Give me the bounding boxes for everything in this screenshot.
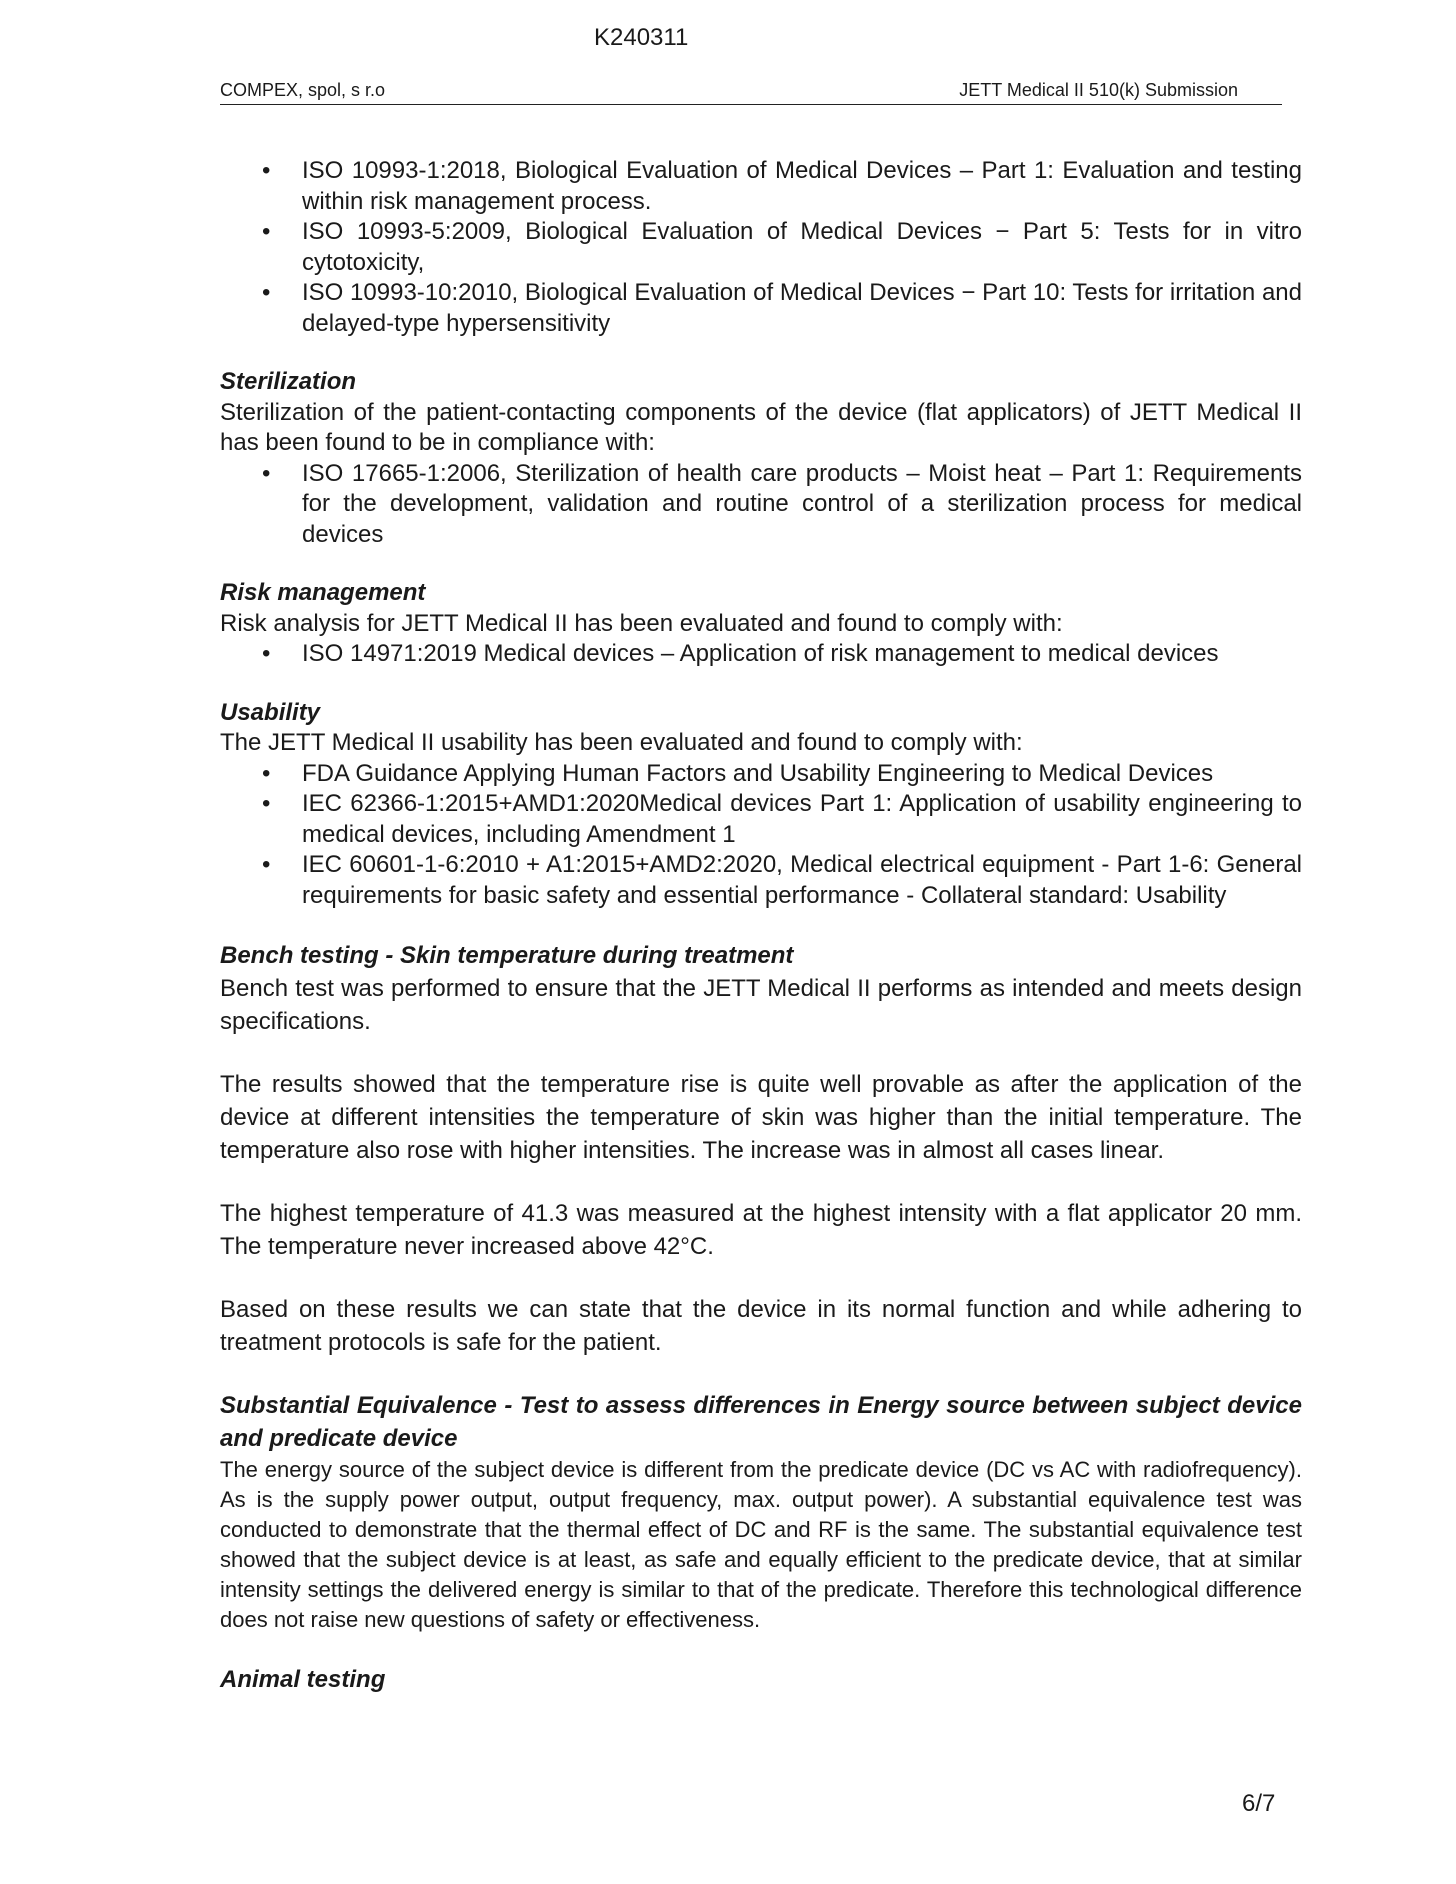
list-item: • IEC 62366-1:2015+AMD1:2020Medical devices Part 1: Application of usability engineering to medical devices, including Amendment 1 [220,789,1302,850]
biocompatibility-standards-list [220,156,1302,339]
list-item: • ISO 17665-1:2006, Sterilization of health care products – Moist heat – Part 1: Requirements for the development, validation and routine control of a sterilization process for medical devices [220,459,1302,551]
header-title: JETT Medical II 510(k) Submission [959,80,1238,100]
sterilization-heading: Sterilization [220,368,357,395]
risk-heading: Risk management [220,579,426,606]
risk-section [220,578,1302,670]
bench-paragraph: Based on these results we can state that the device in its normal function and while adhering to treatment protocols is safe for the patient. [220,1296,1302,1356]
page-header [220,80,1282,105]
bench-paragraph: Bench test was performed to ensure that the JETT Medical II performs as intended and meets design specifications. [220,975,1302,1035]
list-item: • FDA Guidance Applying Human Factors and Usability Engineering to Medical Devices [220,759,1302,790]
bench-section [220,939,1302,1359]
usability-list [220,759,1302,912]
sterilization-text: Sterilization of the patient-contacting components of the device (flat applicators) of JETT Medical II has been found to be in compliance with: [220,398,1302,456]
header-company: COMPEX, spol, s r.o [220,80,386,100]
usability-heading: Usability [220,698,321,726]
list-item: • ISO 10993-1:2018, Biological Evaluation of Medical Devices – Part 1: Evaluation and testing within risk management process. [220,156,1302,217]
risk-text: Risk analysis for JETT Medical II has been evaluated and found to comply with: [220,609,1063,637]
sterilization-list [220,459,1302,551]
equivalence-text: The energy source of the subject device is different from the predicate device (DC vs AC with radiofrequency). As is the supply power output, output frequency, max. output power). A substantial equivalence test was conducted to demonstrate that the thermal effect of DC and RF is the same. The substantial equivalence test showed that the subject device is at least, as safe and equally efficient to the predicate device, that at similar intensity settings the delivered energy is similar to that of the predicate. Therefore this technological difference does not raise new questions of safety or effectiveness. [220,1457,1302,1632]
equivalence-section [220,1389,1302,1635]
list-item: • ISO 10993-5:2009, Biological Evaluation of Medical Devices − Part 5: Tests for in vitro cytotoxicity, [220,217,1302,278]
usability-text: The JETT Medical II usability has been evaluated and found to comply with: [220,729,1023,756]
animal-heading: Animal testing [220,1666,386,1693]
bench-paragraph: The results showed that the temperature rise is quite well provable as after the application of the device at different intensities the temperature of skin was higher than the initial temperature. The temperature also rose with higher intensities. The increase was in almost all cases linear. [220,1071,1302,1164]
equivalence-heading: Substantial Equivalence - Test to assess differences in Energy source between subject device and predicate device [220,1392,1302,1452]
page-content [220,156,1302,1696]
document-number: K240311 [594,24,689,51]
list-item: • IEC 60601-1-6:2010 + A1:2015+AMD2:2020, Medical electrical equipment - Part 1-6: General requirements for basic safety and essential performance - Collateral standard: Usability [220,850,1302,911]
page-number: 6/7 [1242,1790,1276,1817]
sterilization-section [220,367,1302,550]
bench-heading: Bench testing - Skin temperature during treatment [220,942,794,969]
list-item: • ISO 14971:2019 Medical devices – Application of risk management to medical devices [220,639,1302,670]
usability-section [220,698,1302,912]
list-item: • ISO 10993-10:2010, Biological Evaluation of Medical Devices − Part 10: Tests for irritation and delayed-type hypersensitivity [220,278,1302,339]
risk-list [220,639,1302,670]
bench-paragraph: The highest temperature of 41.3 was measured at the highest intensity with a flat applicator 20 mm. The temperature never increased above 42°C. [220,1200,1302,1260]
animal-section [220,1665,1302,1696]
